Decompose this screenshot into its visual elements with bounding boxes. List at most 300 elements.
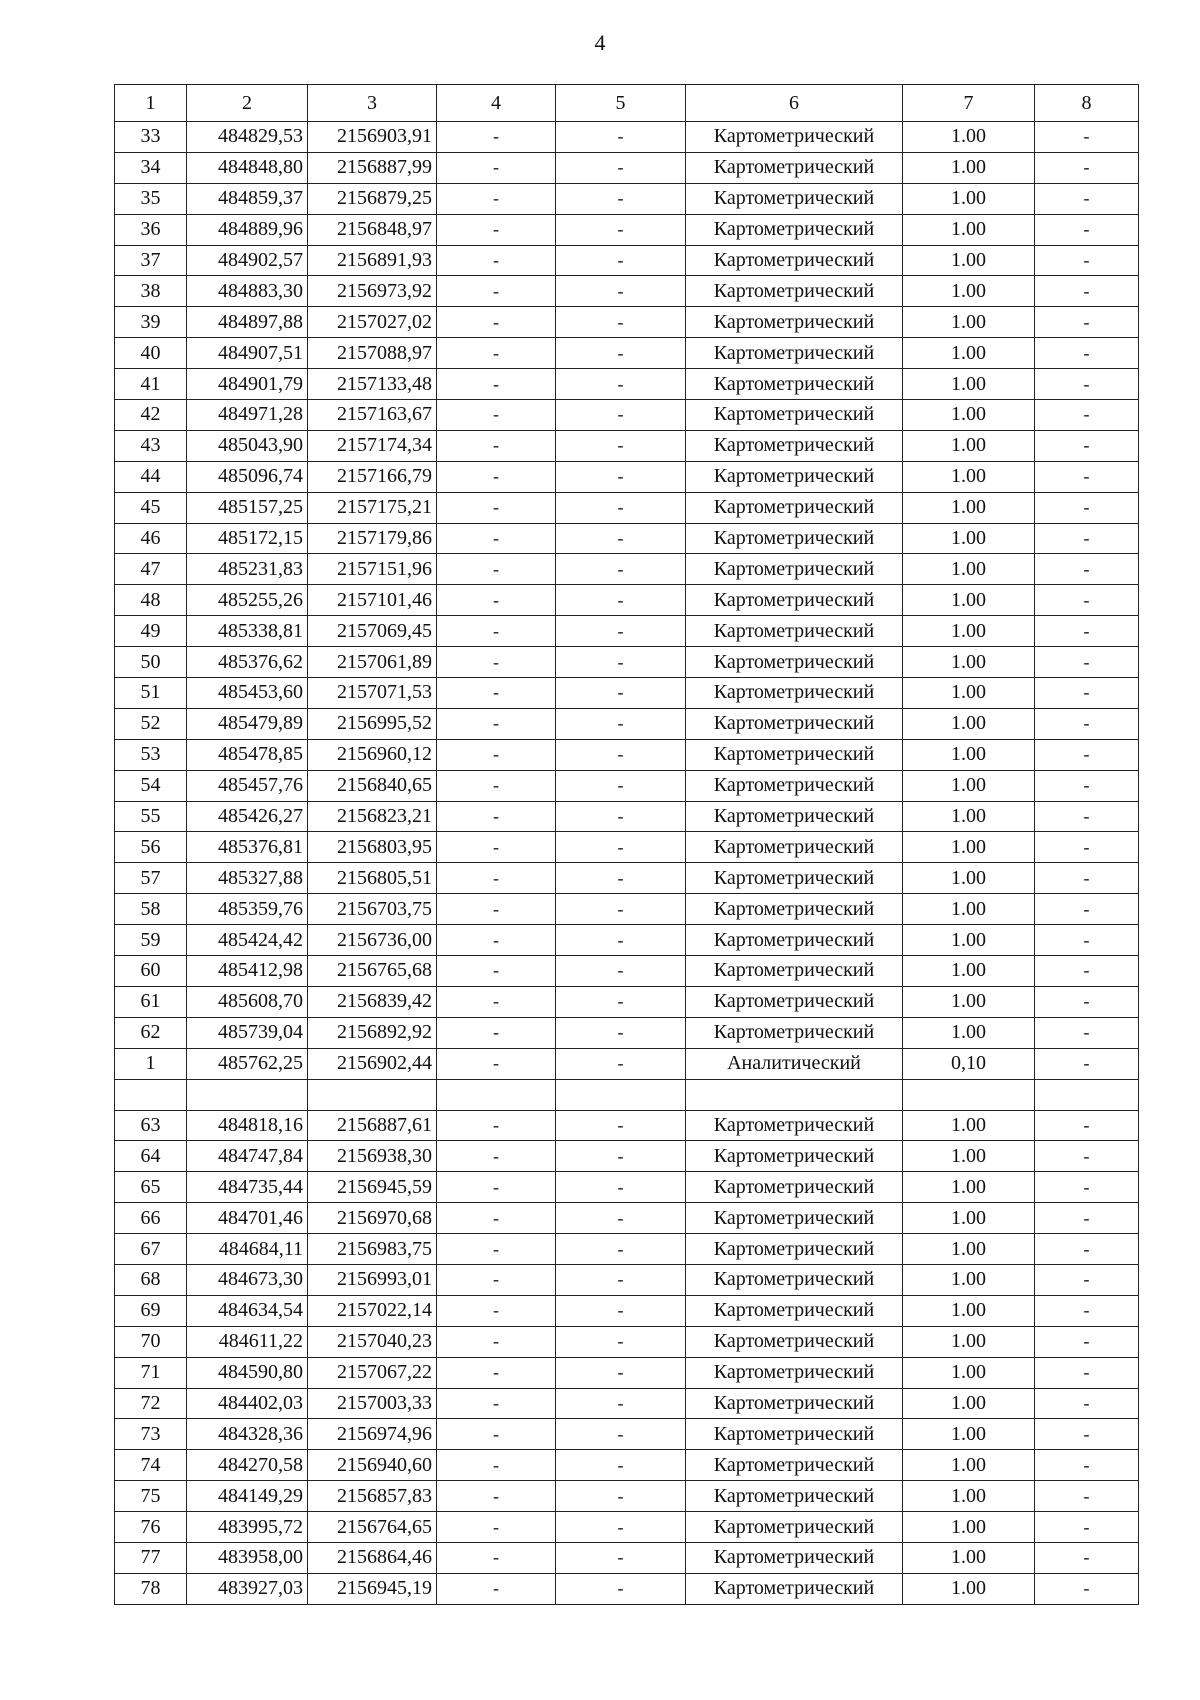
x-coordinate-cell: 484590,80: [187, 1357, 308, 1388]
table-row: [115, 1017, 1139, 1048]
accuracy-cell: 1.00: [903, 1573, 1035, 1604]
accuracy-cell: 1.00: [903, 1388, 1035, 1419]
column-8-cell: -: [1035, 1172, 1139, 1203]
method-cell: Картометрический: [686, 801, 903, 832]
accuracy-cell: 1.00: [903, 152, 1035, 183]
column-4-cell: -: [437, 152, 556, 183]
x-coordinate-cell: 484901,79: [187, 369, 308, 400]
x-coordinate-cell: 484673,30: [187, 1264, 308, 1295]
table-row: [115, 1419, 1139, 1450]
accuracy-cell: 1.00: [903, 1172, 1035, 1203]
y-coordinate-cell: 2156857,83: [308, 1481, 437, 1512]
column-5-cell: -: [556, 925, 686, 956]
column-8-cell: -: [1035, 400, 1139, 431]
table-row: [115, 1450, 1139, 1481]
column-4-cell: -: [437, 801, 556, 832]
column-header: 1: [115, 85, 187, 122]
column-header: 8: [1035, 85, 1139, 122]
x-coordinate-cell: 484818,16: [187, 1110, 308, 1141]
column-8-cell: -: [1035, 1203, 1139, 1234]
column-8-cell: -: [1035, 616, 1139, 647]
table-row: [115, 708, 1139, 739]
table-row: [115, 523, 1139, 554]
column-5-cell: -: [556, 770, 686, 801]
accuracy-cell: 1.00: [903, 616, 1035, 647]
column-4-cell: -: [437, 1326, 556, 1357]
y-coordinate-cell: 2156892,92: [308, 1017, 437, 1048]
point-number-cell: 41: [115, 369, 187, 400]
column-8-cell: -: [1035, 1357, 1139, 1388]
column-8-cell: -: [1035, 739, 1139, 770]
accuracy-cell: 1.00: [903, 1264, 1035, 1295]
column-5-cell: [556, 1079, 686, 1110]
table-row: [115, 801, 1139, 832]
y-coordinate-cell: 2156945,59: [308, 1172, 437, 1203]
accuracy-cell: 0,10: [903, 1048, 1035, 1079]
point-number-cell: 35: [115, 183, 187, 214]
column-4-cell: -: [437, 986, 556, 1017]
column-8-cell: -: [1035, 183, 1139, 214]
column-4-cell: -: [437, 894, 556, 925]
accuracy-cell: 1.00: [903, 400, 1035, 431]
x-coordinate-cell: 484402,03: [187, 1388, 308, 1419]
column-4-cell: -: [437, 1017, 556, 1048]
accuracy-cell: 1.00: [903, 647, 1035, 678]
point-number-cell: 58: [115, 894, 187, 925]
accuracy-cell: 1.00: [903, 832, 1035, 863]
column-4-cell: -: [437, 214, 556, 245]
x-coordinate-cell: 484902,57: [187, 245, 308, 276]
column-5-cell: -: [556, 1326, 686, 1357]
column-4-cell: -: [437, 1512, 556, 1543]
y-coordinate-cell: 2156839,42: [308, 986, 437, 1017]
column-5-cell: -: [556, 863, 686, 894]
method-cell: Картометрический: [686, 863, 903, 894]
y-coordinate-cell: 2157088,97: [308, 338, 437, 369]
point-number-cell: 42: [115, 400, 187, 431]
y-coordinate-cell: 2157174,34: [308, 430, 437, 461]
column-4-cell: -: [437, 616, 556, 647]
method-cell: Картометрический: [686, 1203, 903, 1234]
table-row: [115, 430, 1139, 461]
column-8-cell: -: [1035, 1481, 1139, 1512]
point-number-cell: 64: [115, 1141, 187, 1172]
column-8-cell: -: [1035, 647, 1139, 678]
table-row: [115, 152, 1139, 183]
table-row: [115, 925, 1139, 956]
point-number-cell: 38: [115, 276, 187, 307]
y-coordinate-cell: 2156805,51: [308, 863, 437, 894]
point-number-cell: 44: [115, 461, 187, 492]
column-5-cell: -: [556, 461, 686, 492]
table-row: [115, 214, 1139, 245]
y-coordinate-cell: 2156974,96: [308, 1419, 437, 1450]
method-cell: Картометрический: [686, 1512, 903, 1543]
point-number-cell: 46: [115, 523, 187, 554]
method-cell: Картометрический: [686, 307, 903, 338]
point-number-cell: 67: [115, 1234, 187, 1265]
accuracy-cell: [903, 1079, 1035, 1110]
accuracy-cell: 1.00: [903, 1234, 1035, 1265]
column-4-cell: -: [437, 430, 556, 461]
point-number-cell: 76: [115, 1512, 187, 1543]
method-cell: Картометрический: [686, 523, 903, 554]
column-4-cell: -: [437, 400, 556, 431]
method-cell: Картометрический: [686, 647, 903, 678]
column-5-cell: -: [556, 338, 686, 369]
y-coordinate-cell: 2156960,12: [308, 739, 437, 770]
method-cell: Картометрический: [686, 678, 903, 709]
column-5-cell: -: [556, 492, 686, 523]
x-coordinate-cell: 484747,84: [187, 1141, 308, 1172]
x-coordinate-cell: 484897,88: [187, 307, 308, 338]
column-8-cell: -: [1035, 894, 1139, 925]
table-row: [115, 739, 1139, 770]
column-5-cell: -: [556, 1048, 686, 1079]
x-coordinate-cell: 485424,42: [187, 925, 308, 956]
table-row: [115, 1079, 1139, 1110]
accuracy-cell: 1.00: [903, 678, 1035, 709]
column-5-cell: -: [556, 801, 686, 832]
point-number-cell: 55: [115, 801, 187, 832]
column-5-cell: -: [556, 369, 686, 400]
column-5-cell: -: [556, 1357, 686, 1388]
point-number-cell: 40: [115, 338, 187, 369]
column-8-cell: -: [1035, 1419, 1139, 1450]
accuracy-cell: 1.00: [903, 863, 1035, 894]
point-number-cell: 70: [115, 1326, 187, 1357]
column-8-cell: -: [1035, 1264, 1139, 1295]
point-number-cell: 51: [115, 678, 187, 709]
point-number-cell: 1: [115, 1048, 187, 1079]
x-coordinate-cell: 483927,03: [187, 1573, 308, 1604]
x-coordinate-cell: 485096,74: [187, 461, 308, 492]
column-4-cell: -: [437, 1450, 556, 1481]
method-cell: Картометрический: [686, 1450, 903, 1481]
table-header-row: [115, 85, 1139, 122]
column-5-cell: -: [556, 400, 686, 431]
column-5-cell: -: [556, 1264, 686, 1295]
column-5-cell: -: [556, 1542, 686, 1573]
method-cell: Картометрический: [686, 1017, 903, 1048]
table-row: [115, 585, 1139, 616]
accuracy-cell: 1.00: [903, 925, 1035, 956]
column-8-cell: -: [1035, 925, 1139, 956]
table-row: [115, 1357, 1139, 1388]
point-number-cell: 57: [115, 863, 187, 894]
column-5-cell: -: [556, 245, 686, 276]
method-cell: Картометрический: [686, 616, 903, 647]
point-number-cell: 66: [115, 1203, 187, 1234]
y-coordinate-cell: 2156891,93: [308, 245, 437, 276]
method-cell: Картометрический: [686, 369, 903, 400]
method-cell: Картометрический: [686, 585, 903, 616]
x-coordinate-cell: 484889,96: [187, 214, 308, 245]
point-number-cell: 49: [115, 616, 187, 647]
y-coordinate-cell: 2157175,21: [308, 492, 437, 523]
table-row: [115, 1573, 1139, 1604]
column-5-cell: -: [556, 1172, 686, 1203]
x-coordinate-cell: 484328,36: [187, 1419, 308, 1450]
y-coordinate-cell: 2157061,89: [308, 647, 437, 678]
point-number-cell: 45: [115, 492, 187, 523]
column-8-cell: -: [1035, 307, 1139, 338]
accuracy-cell: 1.00: [903, 183, 1035, 214]
column-4-cell: -: [437, 1419, 556, 1450]
table-row: [115, 1110, 1139, 1141]
point-number-cell: 75: [115, 1481, 187, 1512]
column-8-cell: -: [1035, 1017, 1139, 1048]
x-coordinate-cell: 484883,30: [187, 276, 308, 307]
y-coordinate-cell: 2156764,65: [308, 1512, 437, 1543]
column-4-cell: -: [437, 1234, 556, 1265]
x-coordinate-cell: 484634,54: [187, 1295, 308, 1326]
method-cell: Картометрический: [686, 554, 903, 585]
point-number-cell: 71: [115, 1357, 187, 1388]
column-5-cell: -: [556, 986, 686, 1017]
x-coordinate-cell: 484859,37: [187, 183, 308, 214]
column-4-cell: -: [437, 183, 556, 214]
column-4-cell: -: [437, 338, 556, 369]
column-header: 2: [187, 85, 308, 122]
y-coordinate-cell: 2157166,79: [308, 461, 437, 492]
column-8-cell: -: [1035, 554, 1139, 585]
accuracy-cell: 1.00: [903, 585, 1035, 616]
column-5-cell: -: [556, 1573, 686, 1604]
x-coordinate-cell: 485426,27: [187, 801, 308, 832]
table-row: [115, 183, 1139, 214]
method-cell: Картометрический: [686, 708, 903, 739]
column-4-cell: -: [437, 1203, 556, 1234]
column-header: 3: [308, 85, 437, 122]
table-row: [115, 956, 1139, 987]
x-coordinate-cell: 484829,53: [187, 122, 308, 153]
column-5-cell: -: [556, 1203, 686, 1234]
point-number-cell: 78: [115, 1573, 187, 1604]
y-coordinate-cell: 2156973,92: [308, 276, 437, 307]
x-coordinate-cell: 485762,25: [187, 1048, 308, 1079]
column-8-cell: -: [1035, 1295, 1139, 1326]
column-8-cell: -: [1035, 1542, 1139, 1573]
x-coordinate-cell: 484149,29: [187, 1481, 308, 1512]
column-4-cell: -: [437, 276, 556, 307]
point-number-cell: 34: [115, 152, 187, 183]
column-8-cell: -: [1035, 1512, 1139, 1543]
method-cell: Картометрический: [686, 1573, 903, 1604]
y-coordinate-cell: 2156903,91: [308, 122, 437, 153]
column-8-cell: -: [1035, 585, 1139, 616]
column-5-cell: -: [556, 616, 686, 647]
column-4-cell: -: [437, 1048, 556, 1079]
y-coordinate-cell: 2156938,30: [308, 1141, 437, 1172]
x-coordinate-cell: 485479,89: [187, 708, 308, 739]
table-row: [115, 245, 1139, 276]
column-5-cell: -: [556, 430, 686, 461]
table-row: [115, 678, 1139, 709]
column-8-cell: -: [1035, 678, 1139, 709]
point-number-cell: 56: [115, 832, 187, 863]
column-4-cell: -: [437, 956, 556, 987]
x-coordinate-cell: 485478,85: [187, 739, 308, 770]
point-number-cell: 39: [115, 307, 187, 338]
column-5-cell: -: [556, 1234, 686, 1265]
y-coordinate-cell: 2156940,60: [308, 1450, 437, 1481]
method-cell: Картометрический: [686, 1234, 903, 1265]
table-row: [115, 1172, 1139, 1203]
accuracy-cell: 1.00: [903, 214, 1035, 245]
x-coordinate-cell: [187, 1079, 308, 1110]
column-4-cell: -: [437, 523, 556, 554]
x-coordinate-cell: 484701,46: [187, 1203, 308, 1234]
x-coordinate-cell: 485457,76: [187, 770, 308, 801]
column-8-cell: [1035, 1079, 1139, 1110]
column-5-cell: -: [556, 1110, 686, 1141]
y-coordinate-cell: 2157151,96: [308, 554, 437, 585]
method-cell: Аналитический: [686, 1048, 903, 1079]
table-row: [115, 1234, 1139, 1265]
column-8-cell: -: [1035, 801, 1139, 832]
x-coordinate-cell: 484611,22: [187, 1326, 308, 1357]
method-cell: Картометрический: [686, 739, 903, 770]
table-row: [115, 369, 1139, 400]
page-number: 4: [594, 30, 606, 55]
y-coordinate-cell: 2157022,14: [308, 1295, 437, 1326]
method-cell: Картометрический: [686, 1357, 903, 1388]
column-4-cell: -: [437, 1264, 556, 1295]
point-number-cell: 60: [115, 956, 187, 987]
point-number-cell: 53: [115, 739, 187, 770]
point-number-cell: 73: [115, 1419, 187, 1450]
accuracy-cell: 1.00: [903, 430, 1035, 461]
column-5-cell: -: [556, 956, 686, 987]
y-coordinate-cell: 2156823,21: [308, 801, 437, 832]
y-coordinate-cell: 2156803,95: [308, 832, 437, 863]
method-cell: Картометрический: [686, 832, 903, 863]
y-coordinate-cell: 2156879,25: [308, 183, 437, 214]
column-4-cell: -: [437, 925, 556, 956]
column-8-cell: -: [1035, 523, 1139, 554]
column-5-cell: -: [556, 1450, 686, 1481]
column-8-cell: -: [1035, 1450, 1139, 1481]
point-number-cell: 48: [115, 585, 187, 616]
point-number-cell: 72: [115, 1388, 187, 1419]
y-coordinate-cell: 2156736,00: [308, 925, 437, 956]
table-row: [115, 1264, 1139, 1295]
y-coordinate-cell: 2157101,46: [308, 585, 437, 616]
method-cell: Картометрический: [686, 1295, 903, 1326]
accuracy-cell: 1.00: [903, 1141, 1035, 1172]
accuracy-cell: 1.00: [903, 1326, 1035, 1357]
point-number-cell: 69: [115, 1295, 187, 1326]
column-4-cell: -: [437, 369, 556, 400]
method-cell: Картометрический: [686, 925, 903, 956]
column-5-cell: -: [556, 739, 686, 770]
column-5-cell: -: [556, 585, 686, 616]
point-number-cell: [115, 1079, 187, 1110]
column-4-cell: -: [437, 307, 556, 338]
column-5-cell: -: [556, 554, 686, 585]
accuracy-cell: 1.00: [903, 554, 1035, 585]
accuracy-cell: 1.00: [903, 1481, 1035, 1512]
column-4-cell: -: [437, 1481, 556, 1512]
column-4-cell: -: [437, 1542, 556, 1573]
column-4-cell: -: [437, 245, 556, 276]
table-row: [115, 1481, 1139, 1512]
column-5-cell: -: [556, 1295, 686, 1326]
accuracy-cell: 1.00: [903, 523, 1035, 554]
point-number-cell: 63: [115, 1110, 187, 1141]
column-8-cell: -: [1035, 369, 1139, 400]
column-5-cell: -: [556, 678, 686, 709]
method-cell: Картометрический: [686, 338, 903, 369]
column-4-cell: -: [437, 770, 556, 801]
table-body: [115, 122, 1139, 1605]
column-header: 5: [556, 85, 686, 122]
y-coordinate-cell: 2156902,44: [308, 1048, 437, 1079]
table-row: [115, 1326, 1139, 1357]
x-coordinate-cell: 484684,11: [187, 1234, 308, 1265]
column-4-cell: -: [437, 1141, 556, 1172]
x-coordinate-cell: 485255,26: [187, 585, 308, 616]
column-5-cell: -: [556, 1141, 686, 1172]
table-row: [115, 1203, 1139, 1234]
method-cell: Картометрический: [686, 1172, 903, 1203]
column-4-cell: -: [437, 1388, 556, 1419]
x-coordinate-cell: 485338,81: [187, 616, 308, 647]
column-5-cell: -: [556, 307, 686, 338]
column-8-cell: -: [1035, 152, 1139, 183]
y-coordinate-cell: 2157069,45: [308, 616, 437, 647]
column-4-cell: -: [437, 1172, 556, 1203]
table-row: [115, 461, 1139, 492]
column-8-cell: -: [1035, 492, 1139, 523]
column-8-cell: -: [1035, 1110, 1139, 1141]
accuracy-cell: 1.00: [903, 1203, 1035, 1234]
table-row: [115, 616, 1139, 647]
point-number-cell: 54: [115, 770, 187, 801]
point-number-cell: 36: [115, 214, 187, 245]
column-8-cell: -: [1035, 338, 1139, 369]
x-coordinate-cell: 484907,51: [187, 338, 308, 369]
coordinates-table: [114, 84, 1139, 1605]
accuracy-cell: 1.00: [903, 894, 1035, 925]
column-4-cell: -: [437, 492, 556, 523]
column-4-cell: -: [437, 739, 556, 770]
accuracy-cell: 1.00: [903, 1542, 1035, 1573]
method-cell: [686, 1079, 903, 1110]
column-5-cell: -: [556, 1388, 686, 1419]
point-number-cell: 43: [115, 430, 187, 461]
y-coordinate-cell: 2157133,48: [308, 369, 437, 400]
accuracy-cell: 1.00: [903, 1450, 1035, 1481]
table-row: [115, 1512, 1139, 1543]
x-coordinate-cell: 484971,28: [187, 400, 308, 431]
accuracy-cell: 1.00: [903, 1295, 1035, 1326]
y-coordinate-cell: 2157163,67: [308, 400, 437, 431]
column-8-cell: -: [1035, 986, 1139, 1017]
y-coordinate-cell: 2157067,22: [308, 1357, 437, 1388]
column-8-cell: -: [1035, 276, 1139, 307]
table-row: [115, 1388, 1139, 1419]
column-8-cell: -: [1035, 832, 1139, 863]
accuracy-cell: 1.00: [903, 770, 1035, 801]
column-4-cell: -: [437, 1295, 556, 1326]
point-number-cell: 33: [115, 122, 187, 153]
column-4-cell: -: [437, 1357, 556, 1388]
column-8-cell: -: [1035, 1388, 1139, 1419]
column-4-cell: -: [437, 863, 556, 894]
accuracy-cell: 1.00: [903, 1110, 1035, 1141]
